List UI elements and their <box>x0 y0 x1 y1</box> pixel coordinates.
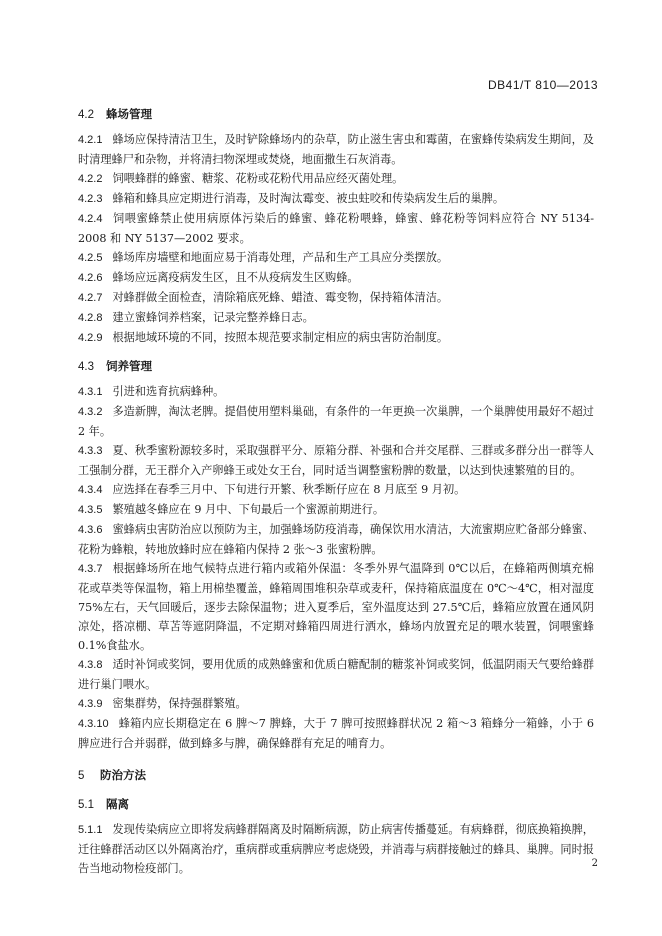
clause-number: 4.3.8 <box>78 659 103 671</box>
clause-4-2-1 <box>78 130 594 169</box>
clause-text: 饲喂蜂群的蜂蜜、糖浆、花粉或花粉代用品应经灭菌处理。 <box>112 172 404 185</box>
section-number: 5 <box>78 770 85 782</box>
clause-text: 根据蜂场所在地气候特点进行箱内或箱外保温：冬季外界气温降到 0℃以后，在蜂箱两侧填充棉花或草类等保温物，箱上用棉垫覆盖，蜂箱周围堆积杂草或麦秆，保持箱底温度在 0℃～4℃，相对湿度 75%左右，天气回暖后，逐步去除保温物；进入夏季后，室外温度达到 27.5℃后，蜂箱应放置在通风阴凉处，搭凉棚、草苫等遮阴降温，不定期对蜂箱四周进行洒水，蜂场内放置充足的喂水装置，饲喂蜜蜂 0.1%食盐水。 <box>78 562 594 652</box>
clause-text: 蜜蜂病虫害防治应以预防为主，加强蜂场防疫消毒，确保饮用水清洁，大流蜜期应贮备部分蜂蜜、花粉为蜂粮，转地放蜂时应在蜂箱内保持 2 张～3 张蜜粉脾。 <box>78 523 594 556</box>
clause-text: 饲喂蜜蜂禁止使用病原体污染后的蜂蜜、蜂花粉喂蜂，蜂蜜、蜂花粉等饲料应符合 NY 5134-2008 和 NY 5137—2002 要求。 <box>78 212 594 245</box>
clause-text: 应选择在春季三月中、下旬进行开繁、秋季断仔应在 8 月底至 9 月初。 <box>112 483 466 496</box>
clause-number: 4.3.2 <box>78 406 103 418</box>
document-id-header: DB41/T 810—2013 <box>487 78 598 92</box>
section-5-1-clauses <box>78 820 594 878</box>
clause-text: 多造新脾，淘汰老脾。提倡使用塑料巢础，有条件的一年更换一次巢脾，一个巢脾使用最好不超过 2 年。 <box>78 405 594 438</box>
clause-text: 引进和选育抗病蜂种。 <box>112 385 225 398</box>
clause-text: 蜂箱内应长期稳定在 6 脾～7 脾蜂，大于 7 脾可按照蜂群状况 2 箱～3 箱蜂分一箱蜂，小于 6 脾应进行合并弱群，做到蜂多与脾，确保蜂群有充足的哺育力。 <box>78 717 594 750</box>
clause-4-2-5 <box>78 248 594 268</box>
clause-number: 4.2.8 <box>78 312 103 324</box>
clause-number: 4.3.10 <box>78 718 109 730</box>
section-title: 防治方法 <box>100 770 146 782</box>
clause-4-2-9 <box>78 328 594 348</box>
clause-number: 4.3.5 <box>78 504 103 516</box>
section-heading-5 <box>78 767 594 786</box>
section-4-2-clauses <box>78 130 594 348</box>
clause-4-2-3 <box>78 189 594 209</box>
clause-number: 4.3.1 <box>78 386 103 398</box>
clause-text: 蜂场应保持清洁卫生，及时铲除蜂场内的杂草，防止滋生害虫和霉菌，在蜜蜂传染病发生期间，及时清理蜂尸和杂物，并将清扫物深埋或焚烧，地面撒生石灰消毒。 <box>78 133 594 166</box>
clause-number: 4.2.4 <box>78 213 103 225</box>
clause-4-3-1 <box>78 382 594 402</box>
clause-number: 4.3.6 <box>78 524 103 536</box>
section-title: 饲养管理 <box>106 361 152 373</box>
clause-4-3-2 <box>78 402 594 441</box>
clause-number: 4.3.7 <box>78 563 103 575</box>
clause-number: 4.2.9 <box>78 332 103 344</box>
section-number: 4.2 <box>78 109 94 121</box>
clause-4-3-4 <box>78 480 594 500</box>
clause-number: 4.2.7 <box>78 292 103 304</box>
clause-number: 4.2.2 <box>78 173 103 185</box>
clause-number: 4.2.1 <box>78 134 103 146</box>
clause-4-3-7 <box>78 559 594 655</box>
clause-text: 根据地域环境的不同，按照本规范要求制定相应的病虫害防治制度。 <box>112 331 449 344</box>
clause-number: 5.1.1 <box>78 824 103 836</box>
document-body <box>78 104 594 878</box>
section-title: 隔离 <box>106 799 129 811</box>
clause-text: 繁殖越冬蜂应在 9 月中、下旬最后一个蜜源前期进行。 <box>112 503 385 516</box>
clause-4-3-5 <box>78 500 594 520</box>
clause-text: 建立蜜蜂饲养档案，记录完整养蜂日志。 <box>112 311 314 324</box>
clause-text: 蜂场库房墙壁和地面应易于消毒处理，产品和生产工具应分类摆放。 <box>112 251 449 264</box>
clause-text: 蜂箱和蜂具应定期进行消毒，及时淘汰霉变、被虫蛀咬和传染病发生后的巢脾。 <box>112 192 505 205</box>
clause-4-2-2 <box>78 169 594 189</box>
clause-text: 发现传染病应立即将发病蜂群隔离及时隔断病源，防止病害传播蔓延。有病蜂群，彻底换箱换脾，迁往蜂群活动区以外隔离治疗，重病群或重病脾应考虑烧毁，并消毒与病群接触过的蜂具、巢脾。同时报告当地动物检疫部门。 <box>78 823 594 875</box>
section-4-3-clauses <box>78 382 594 753</box>
clause-text: 密集群势，保持强群繁殖。 <box>112 697 247 710</box>
clause-4-2-8 <box>78 308 594 328</box>
clause-number: 4.3.3 <box>78 445 103 457</box>
clause-text: 夏、秋季蜜粉源较多时，采取强群平分、原箱分群、补强和合并交尾群、三群或多群分出一群等人工强制分群，无王群介入产卵蜂王或处女王台，同时适当调整蜜粉脾的数量，以达到快速繁殖的目的。 <box>78 444 594 477</box>
clause-4-2-7 <box>78 288 594 308</box>
clause-number: 4.2.3 <box>78 193 103 205</box>
section-heading-5-1 <box>78 796 594 815</box>
clause-number: 4.3.9 <box>78 698 103 710</box>
clause-text: 适时补饲或奖饲，要用优质的成熟蜂蜜和优质白糖配制的糖浆补饲或奖饲，低温阴雨天气要给蜂群进行巢门喂水。 <box>78 658 594 691</box>
clause-5-1-1 <box>78 820 594 878</box>
clause-4-3-10 <box>78 714 594 753</box>
clause-4-3-8 <box>78 655 594 694</box>
section-title: 蜂场管理 <box>106 109 152 121</box>
clause-text: 蜂场应远离疫病发生区，且不从疫病发生区购蜂。 <box>112 271 359 284</box>
section-number: 5.1 <box>78 799 94 811</box>
clause-4-3-6 <box>78 520 594 559</box>
clause-number: 4.2.5 <box>78 252 103 264</box>
clause-text: 对蜂群做全面检查，清除箱底死蜂、蜡渣、霉变物，保持箱体清洁。 <box>112 291 449 304</box>
clause-number: 4.3.4 <box>78 484 103 496</box>
clause-number: 4.2.6 <box>78 272 103 284</box>
clause-4-2-4 <box>78 209 594 248</box>
section-heading-4-3 <box>78 358 594 377</box>
clause-4-3-9 <box>78 694 594 714</box>
clause-4-3-3 <box>78 441 594 480</box>
section-heading-4-2 <box>78 106 594 125</box>
clause-4-2-6 <box>78 268 594 288</box>
section-number: 4.3 <box>78 361 94 373</box>
page-number: 2 <box>591 858 598 869</box>
